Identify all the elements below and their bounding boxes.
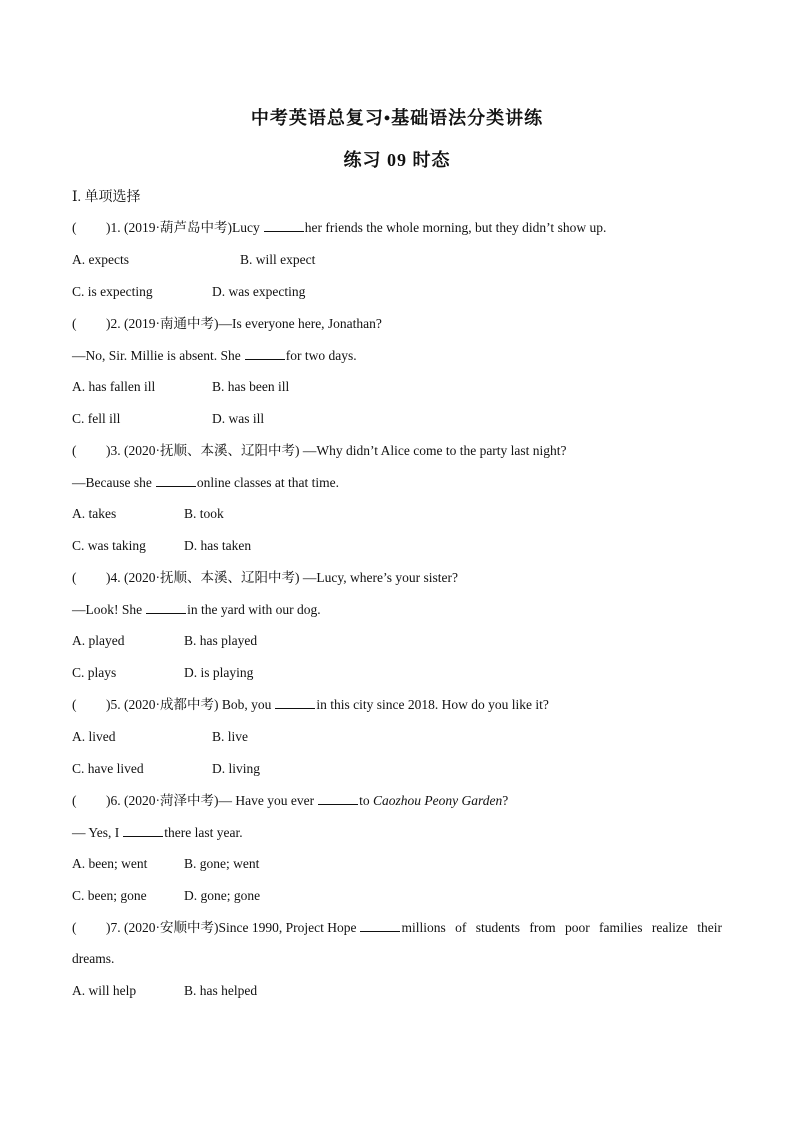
option-a: A. lived <box>72 729 116 744</box>
answer-paren[interactable]: ( <box>72 443 77 458</box>
option-d: D. is playing <box>184 665 254 680</box>
question-7-line-2: dreams. <box>72 951 115 966</box>
option-c: C. have lived <box>72 761 144 776</box>
question-4: ( )4. (2020·抚顺、本溪、辽阳中考) —Lucy, where’s your sister? <box>72 570 458 585</box>
option-b: B. has helped <box>184 983 258 998</box>
option-d: D. was expecting <box>212 284 306 299</box>
fill-blank[interactable] <box>264 219 304 232</box>
option-a: A. has fallen ill <box>72 379 156 394</box>
answer-paren[interactable]: ( <box>72 920 77 935</box>
option-b: B. will expect <box>240 252 316 267</box>
exercise-subtitle: 练习 09 时态 <box>343 150 451 170</box>
option-c: C. fell ill <box>72 411 121 426</box>
answer-paren[interactable]: ( <box>72 220 77 235</box>
question-1: ( )1. (2019·葫芦岛中考)Lucy her friends the whole morning, but they didn’t show up. <box>72 220 607 235</box>
question-7: ( )7. (2020·安顺中考)Since 1990, Project Hope millions of students from poor families realize their <box>72 920 722 935</box>
option-b: B. gone; went <box>184 856 260 871</box>
fill-blank[interactable] <box>245 347 285 360</box>
question-6: ( )6. (2020·菏泽中考)— Have you ever to Caozhou Peony Garden? <box>72 793 509 808</box>
fill-blank[interactable] <box>123 824 163 837</box>
option-b: B. has played <box>184 633 258 648</box>
fill-blank[interactable] <box>318 792 358 805</box>
option-a: A. played <box>72 633 125 648</box>
question-5: ( )5. (2020·成都中考) Bob, you in this city since 2018. How do you like it? <box>72 697 549 712</box>
answer-paren[interactable]: ( <box>72 316 77 331</box>
answer-paren[interactable]: ( <box>72 697 77 712</box>
option-b: B. live <box>212 729 248 744</box>
option-a: A. been; went <box>72 856 148 871</box>
fill-blank[interactable] <box>360 919 400 932</box>
question-3-line-2: —Because she online classes at that time. <box>72 475 339 490</box>
fill-blank[interactable] <box>275 696 315 709</box>
question-2: ( )2. (2019·南通中考)—Is everyone here, Jonathan? <box>72 316 382 331</box>
answer-paren[interactable]: ( <box>72 793 77 808</box>
option-c: C. is expecting <box>72 284 153 299</box>
question-4-line-2: —Look! She in the yard with our dog. <box>72 602 321 617</box>
option-c: C. been; gone <box>72 888 147 903</box>
document-title: 中考英语总复习•基础语法分类讲练 <box>250 108 544 128</box>
option-d: D. was ill <box>212 411 265 426</box>
option-b: B. has been ill <box>212 379 290 394</box>
fill-blank[interactable] <box>146 601 186 614</box>
option-c: C. was taking <box>72 538 146 553</box>
option-d: D. living <box>212 761 261 776</box>
question-3: ( )3. (2020·抚顺、本溪、辽阳中考) —Why didn’t Alice come to the party last night? <box>72 443 567 458</box>
option-a: A. will help <box>72 983 137 998</box>
option-a: A. expects <box>72 252 129 267</box>
section-heading: Ⅰ. 单项选择 <box>72 190 141 205</box>
question-2-line-2: —No, Sir. Millie is absent. She for two days. <box>72 348 357 363</box>
question-6-line-2: — Yes, I there last year. <box>72 825 243 840</box>
answer-paren[interactable]: ( <box>72 570 77 585</box>
option-c: C. plays <box>72 665 117 680</box>
option-b: B. took <box>184 506 224 521</box>
option-d: D. has taken <box>184 538 252 553</box>
option-a: A. takes <box>72 506 117 521</box>
fill-blank[interactable] <box>156 474 196 487</box>
option-d: D. gone; gone <box>184 888 261 903</box>
